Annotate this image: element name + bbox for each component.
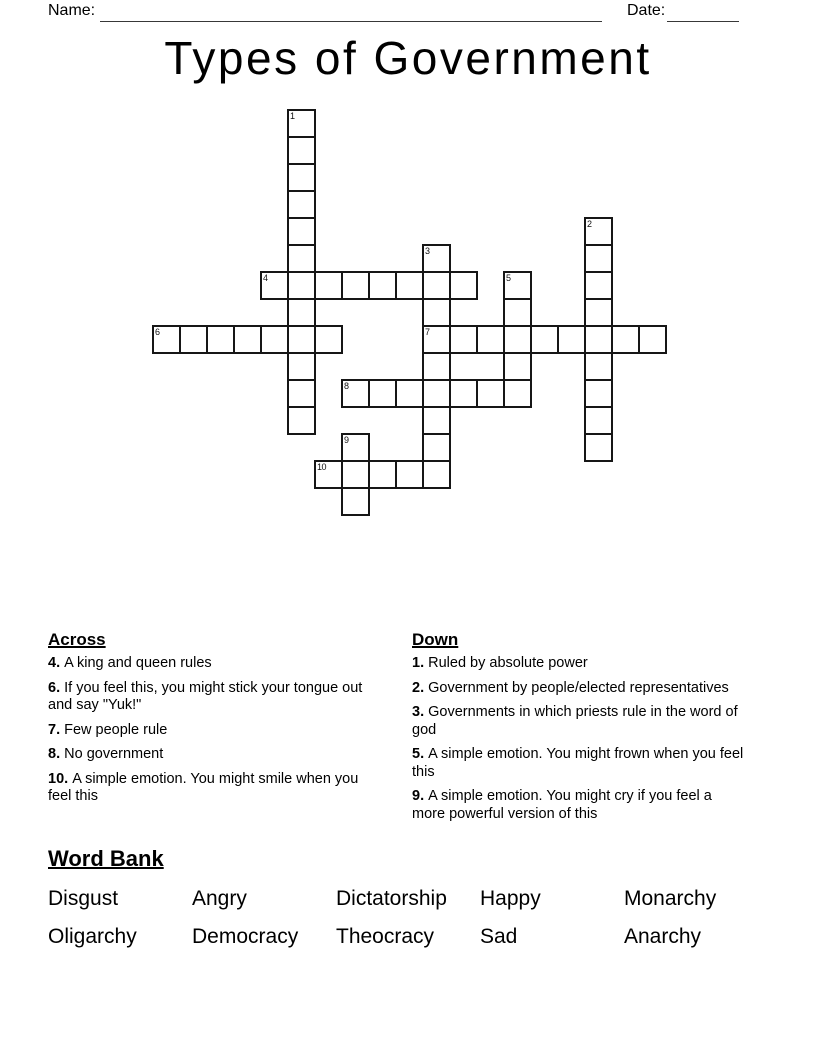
clue-number: 2. xyxy=(412,679,429,696)
grid-cell xyxy=(287,244,316,273)
grid-cell xyxy=(584,433,613,462)
grid-cell xyxy=(422,244,451,273)
grid-cell xyxy=(530,325,559,354)
grid-cell xyxy=(260,271,289,300)
page-title: Types of Government xyxy=(164,32,652,84)
crossword-grid xyxy=(152,109,667,516)
grid-cell xyxy=(368,460,397,489)
clue-text: No government xyxy=(64,746,164,762)
grid-cell xyxy=(287,217,316,246)
word-bank-item: Disgust xyxy=(48,887,119,910)
clue-item xyxy=(412,655,746,673)
grid-cell xyxy=(422,298,451,327)
grid-cell xyxy=(287,190,316,219)
grid-cell xyxy=(314,460,343,489)
cell-number: 2 xyxy=(587,219,592,229)
name-label: Name: xyxy=(48,2,96,19)
grid-cell xyxy=(449,325,478,354)
cell-number: 9 xyxy=(344,435,349,445)
clue-number: 6. xyxy=(48,679,65,696)
clue-number: 5. xyxy=(412,746,429,762)
clue-number: 7. xyxy=(48,721,65,738)
cell-number: 8 xyxy=(344,381,349,391)
grid-cell xyxy=(395,460,424,489)
grid-cell xyxy=(206,325,235,354)
grid-cell xyxy=(584,406,613,435)
grid-cell xyxy=(314,271,343,300)
cell-number: 5 xyxy=(506,273,511,283)
grid-cell xyxy=(287,352,316,381)
grid-cell xyxy=(287,379,316,408)
grid-cell xyxy=(341,460,370,489)
clue-text: Few people rule xyxy=(64,721,168,738)
grid-cell xyxy=(638,325,667,354)
grid-cell xyxy=(368,379,397,408)
clue-item xyxy=(412,704,746,739)
clue-text: A simple emotion. You might smile when you feel this xyxy=(48,770,359,804)
grid-cell xyxy=(422,352,451,381)
grid-cell xyxy=(503,325,532,354)
grid-cell xyxy=(233,325,262,354)
across-heading: Across xyxy=(48,630,106,649)
grid-cell xyxy=(260,325,289,354)
clue-item xyxy=(412,680,746,698)
grid-cell xyxy=(476,325,505,354)
word-bank-list xyxy=(48,886,776,962)
down-clues-section xyxy=(412,630,746,830)
word-bank-heading: Word Bank xyxy=(48,846,164,871)
grid-cell xyxy=(341,487,370,516)
clue-number: 3. xyxy=(412,704,429,720)
grid-cell xyxy=(503,298,532,327)
clue-text: Governments in which priests rule in the word of god xyxy=(412,704,738,738)
clue-text: If you feel this, you might stick your tongue out and say "Yuk!" xyxy=(48,679,363,713)
grid-cell xyxy=(152,325,181,354)
clue-item xyxy=(412,746,746,781)
grid-cell xyxy=(395,271,424,300)
grid-cell xyxy=(584,352,613,381)
down-clue-list xyxy=(412,655,746,823)
cell-number: 6 xyxy=(155,327,160,337)
grid-cell xyxy=(287,136,316,165)
word-bank-item: Dictatorship xyxy=(336,887,447,910)
clue-item xyxy=(412,788,746,823)
word-bank-item: Sad xyxy=(480,925,518,948)
clue-text: Ruled by absolute power xyxy=(428,655,588,671)
grid-cell xyxy=(584,379,613,408)
name-blank-line xyxy=(100,0,602,22)
grid-cell xyxy=(314,325,343,354)
cell-number: 10 xyxy=(317,462,327,472)
grid-cell xyxy=(584,325,613,354)
grid-cell xyxy=(287,325,316,354)
word-bank-item: Oligarchy xyxy=(48,925,137,948)
clue-text: A simple emotion. You might cry if you feel a more powerful version of this xyxy=(412,788,712,822)
grid-cell xyxy=(368,271,397,300)
clue-number: 9. xyxy=(412,788,429,804)
grid-cell xyxy=(449,379,478,408)
across-clue-list xyxy=(48,655,380,806)
date-blank-line xyxy=(667,0,739,22)
grid-cell xyxy=(503,352,532,381)
clue-item xyxy=(48,771,380,806)
grid-cell xyxy=(422,271,451,300)
grid-cell xyxy=(341,271,370,300)
grid-cell xyxy=(503,379,532,408)
down-heading: Down xyxy=(412,630,459,649)
grid-cell xyxy=(422,433,451,462)
word-bank-item: Democracy xyxy=(192,925,299,948)
word-bank-item: Theocracy xyxy=(336,925,435,948)
cell-number: 7 xyxy=(425,327,430,337)
grid-cell xyxy=(341,379,370,408)
grid-cell xyxy=(584,217,613,246)
clue-item xyxy=(48,680,380,715)
word-bank-item: Angry xyxy=(192,887,247,910)
clue-item xyxy=(48,655,380,673)
clue-item xyxy=(48,722,380,740)
grid-cell xyxy=(287,271,316,300)
across-clues-section xyxy=(48,630,380,813)
clue-item xyxy=(48,746,380,764)
grid-cell xyxy=(584,298,613,327)
grid-cell xyxy=(287,163,316,192)
clue-number: 8. xyxy=(48,746,65,762)
grid-cell xyxy=(287,406,316,435)
clue-number: 1. xyxy=(412,655,429,671)
clue-number: 10. xyxy=(48,770,73,787)
cell-number: 4 xyxy=(263,273,268,283)
grid-cell xyxy=(584,271,613,300)
grid-cell xyxy=(179,325,208,354)
grid-cell xyxy=(395,379,424,408)
grid-cell xyxy=(422,460,451,489)
grid-cell xyxy=(341,433,370,462)
date-label: Date: xyxy=(627,2,666,19)
grid-cell xyxy=(422,325,451,354)
clue-text: Government by people/elected representatives xyxy=(428,679,729,696)
grid-cell xyxy=(287,109,316,138)
grid-cell xyxy=(287,298,316,327)
grid-cell xyxy=(611,325,640,354)
word-bank-item: Happy xyxy=(480,887,541,910)
word-bank-item: Monarchy xyxy=(624,887,717,910)
clue-number: 4. xyxy=(48,655,65,671)
grid-cell xyxy=(557,325,586,354)
grid-cell xyxy=(584,244,613,273)
clue-text: A king and queen rules xyxy=(64,655,212,671)
word-bank-item: Anarchy xyxy=(624,925,702,948)
grid-cell xyxy=(422,406,451,435)
cell-number: 3 xyxy=(425,246,430,256)
clue-text: A simple emotion. You might frown when you feel this xyxy=(412,746,744,780)
grid-cell xyxy=(422,379,451,408)
grid-cell xyxy=(449,271,478,300)
cell-number: 1 xyxy=(290,111,295,121)
grid-cell xyxy=(476,379,505,408)
grid-cell xyxy=(503,271,532,300)
